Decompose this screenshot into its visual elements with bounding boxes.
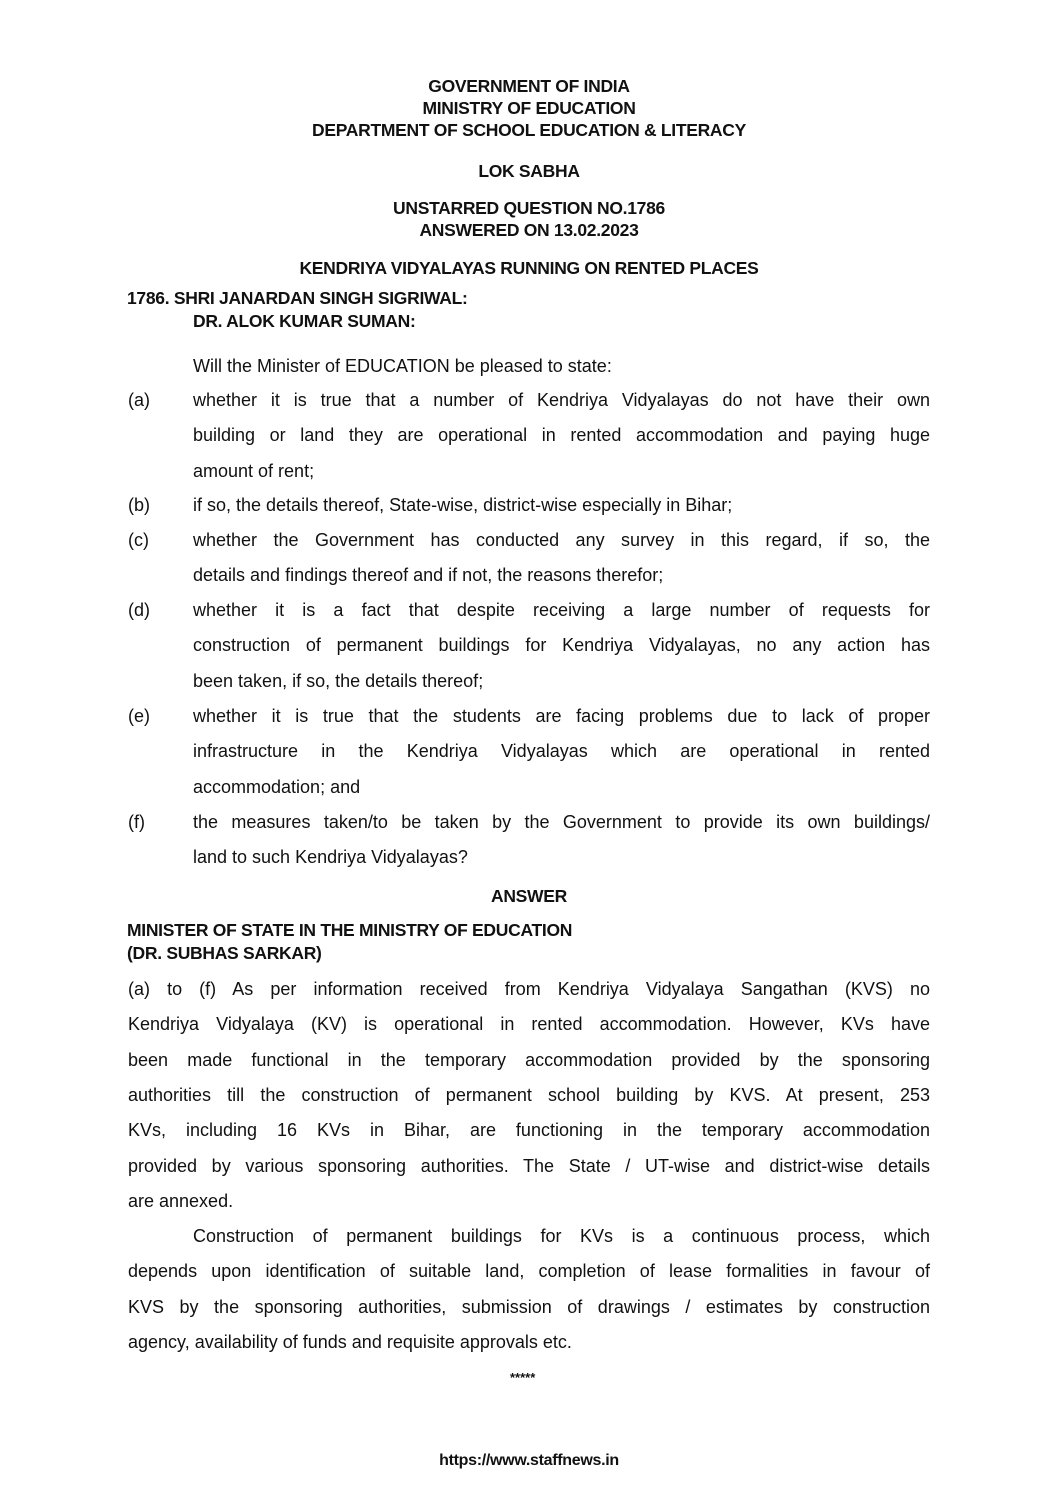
question-text-line: whether the Government has conducted any survey in this regard, if so, the bbox=[193, 530, 930, 550]
answer-text-line: are annexed. bbox=[128, 1190, 234, 1211]
question-text-line: land to such Kendriya Vidyalayas? bbox=[193, 847, 468, 868]
intro-text: Will the Minister of EDUCATION be pleased to state: bbox=[193, 356, 612, 376]
answer-text-line: provided by various sponsoring authorities. The State / UT-wise and district-wise details bbox=[128, 1155, 930, 1176]
question-label: (c) bbox=[128, 530, 149, 550]
answer-text-line: depends upon identification of suitable land, completion of lease formalities in favour of bbox=[128, 1261, 930, 1282]
answer-text-line: authorities till the construction of permanent school building by KVS. At present, 253 bbox=[128, 1084, 930, 1105]
question-text-line: whether it is true that a number of Kendriya Vidyalayas do not have their own bbox=[193, 390, 930, 410]
answer-text-line: Kendriya Vidyalaya (KV) is operational in rented accommodation. However, KVs have bbox=[128, 1014, 930, 1035]
question-text-line: whether it is true that the students are facing problems due to lack of proper bbox=[193, 706, 930, 726]
question-number: UNSTARRED QUESTION NO.1786 bbox=[393, 198, 665, 218]
question-text-line: construction of permanent buildings for Kendriya Vidyalayas, no any action has bbox=[193, 635, 930, 656]
asker-2: DR. ALOK KUMAR SUMAN: bbox=[193, 311, 416, 331]
answer-text-line: Construction of permanent buildings for KVs is a continuous process, which bbox=[193, 1226, 930, 1246]
question-text-line: been taken, if so, the details thereof; bbox=[193, 670, 484, 691]
answer-text-line: KVS by the sponsoring authorities, submission of drawings / estimates by construction bbox=[128, 1296, 930, 1317]
answer-text-line: been made functional in the temporary accommodation provided by the sponsoring bbox=[128, 1049, 930, 1070]
question-label: (b) bbox=[128, 495, 150, 515]
question-text-line: the measures taken/to be taken by the Government to provide its own buildings/ bbox=[193, 812, 930, 832]
question-label: (f) bbox=[128, 812, 145, 832]
answer-text-line: KVs, including 16 KVs in Bihar, are functioning in the temporary accommodation bbox=[128, 1120, 930, 1141]
answer-text-line: agency, availability of funds and requisite approvals etc. bbox=[128, 1331, 572, 1352]
header-government: GOVERNMENT OF INDIA bbox=[428, 76, 630, 96]
answered-date: ANSWERED ON 13.02.2023 bbox=[419, 220, 639, 240]
question-text-line: amount of rent; bbox=[193, 460, 315, 481]
question-label: (d) bbox=[128, 600, 150, 620]
question-text-line: whether it is a fact that despite receiving a large number of requests for bbox=[193, 600, 930, 620]
header-house: LOK SABHA bbox=[478, 161, 580, 181]
header-ministry: MINISTRY OF EDUCATION bbox=[422, 98, 636, 118]
asker-1: 1786. SHRI JANARDAN SINGH SIGRIWAL: bbox=[127, 288, 468, 308]
question-text-line: if so, the details thereof, State-wise, district-wise especially in Bihar; bbox=[193, 495, 733, 515]
answer-heading: ANSWER bbox=[491, 886, 567, 906]
minister-name: (DR. SUBHAS SARKAR) bbox=[127, 943, 322, 963]
end-mark: ***** bbox=[510, 1370, 536, 1385]
question-label: (a) bbox=[128, 390, 150, 410]
subject-title: KENDRIYA VIDYALAYAS RUNNING ON RENTED PLACES bbox=[299, 258, 759, 278]
question-text-line: infrastructure in the Kendriya Vidyalayas which are operational in rented bbox=[193, 741, 930, 762]
answer-text-line: (a) to (f) As per information received from Kendriya Vidyalaya Sangathan (KVS) no bbox=[128, 979, 930, 999]
question-label: (e) bbox=[128, 706, 150, 726]
minister-title: MINISTER OF STATE IN THE MINISTRY OF EDUCATION bbox=[127, 920, 573, 940]
header-department: DEPARTMENT OF SCHOOL EDUCATION & LITERACY bbox=[312, 120, 746, 140]
footer-url: https://www.staffnews.in bbox=[439, 1452, 619, 1469]
question-text-line: building or land they are operational in rented accommodation and paying huge bbox=[193, 425, 930, 446]
question-text-line: accommodation; and bbox=[193, 776, 361, 797]
question-text-line: details and findings thereof and if not, the reasons therefor; bbox=[193, 565, 664, 586]
